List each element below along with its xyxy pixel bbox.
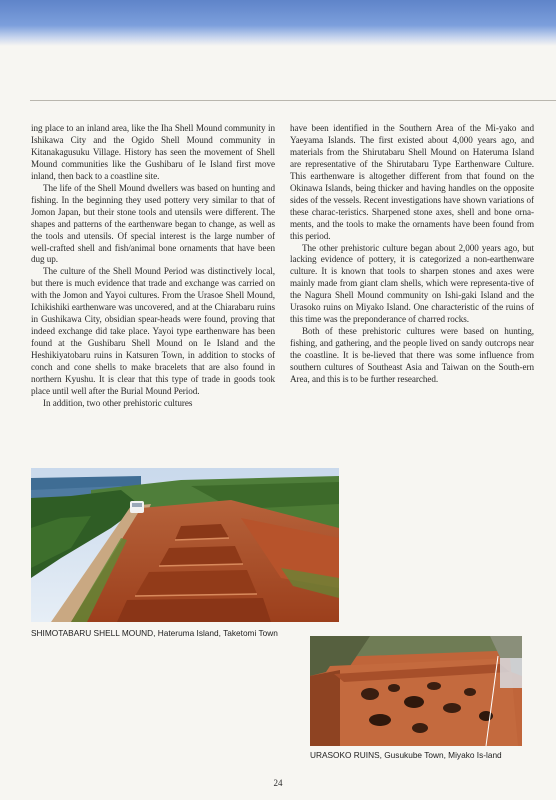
photo-caption: SHIMOTABARU SHELL MOUND, Hateruma Island, Taketomi Town bbox=[31, 628, 278, 638]
paragraph: The culture of the Shell Mound Period was distinctively local, but there is much evidence that trade and exchange was carried on with the Jomon and Yayoi cultures. From the Urasoe Shell Mound, Ichikishiki earthenware was uncovered, and at the Chiarabaru ruins in Gushikawa City, obsidian spear-heads were found, proving that indeed exchange did take place. Yayoi type earthenware has been found at the Gushibaru Shell Mound on Ie Island and the Heshikiyatobaru ruins in Katsuren Town, in addition to stocks of conch and cone shells to make bracelets that are also found in northern Kyushu. It is clear that this type of trade in goods took place until well after the Burial Mound Period. bbox=[31, 266, 275, 396]
paragraph: have been identified in the Southern Area of the Mi-yako and Yaeyama Islands. The first existed about 4,000 years ago, and materials from the Shirutabaru Shell Mound on Hateruma Island are representative of the Shirutabaru Type Earthenware Culture. This earthenware is altogether different from that found on the Okinawa Islands, being thicker and having handles on the opposite sides of the vessels. Recent investigations have shown variations of these charac-teristics. Sharpened stone axes, shell and bone orna-ments, and the tools to make the ornaments have been found from this period. bbox=[290, 123, 534, 241]
paragraph: The other prehistoric culture began about 2,000 years ago, but lacking evidence of pottery, it is categorized a non-earthenware culture. It is known that tools to sharpen stones and axes were mainly made from giant clam shells, which were representa-tive of the Nagura Shell Mound community on Ishi-gaki Island and the Urasoko ruins on Miyako Island. One characteristic of the ruins of this time was the preponderance of charred rocks. bbox=[290, 242, 534, 325]
page-number: 24 bbox=[273, 778, 283, 788]
header-rule bbox=[30, 100, 556, 101]
right-text-column bbox=[290, 123, 534, 386]
photo-caption: URASOKO RUINS, Gusukube Town, Miyako Is-land bbox=[310, 750, 502, 760]
left-text-column bbox=[31, 123, 275, 410]
paragraph: ing place to an inland area, like the Iha Shell Mound community in Ishikawa City and the Ogido Shell Mound community in Kitanakagusuku Village. History has seen the movement of Shell Mound communities like the Gushibaru of Ie Island first move inland, then back to a coastline site. bbox=[31, 123, 275, 181]
header-band bbox=[0, 0, 556, 46]
paragraph: In addition, two other prehistoric cultures bbox=[43, 397, 193, 408]
excavation-pit-image bbox=[310, 636, 522, 746]
urasoko-ruins-photo bbox=[310, 636, 522, 746]
paragraph: The life of the Shell Mound dwellers was based on hunting and fishing. In the beginning they used pottery very similar to that of Jomon Japan, but their stone tools and utensils were different. The shapes and patterns of the earthenware began to change, as well as the tools and utensils. Of special interest is the large number of well-crafted shell and fish/animal bone ornaments that have been dug up. bbox=[31, 182, 275, 265]
paragraph: Both of these prehistoric cultures were based on hunting, fishing, and gathering, and the people lived on sandy outcrops near the coastline. It is be-lieved that there was some influence from southern cultures of Southeast Asia and Taiwan on the South-ern Area, and this is to be further researched. bbox=[290, 326, 534, 385]
shimotabaru-shell-mound-photo bbox=[31, 468, 339, 622]
excavation-site-image bbox=[31, 468, 339, 622]
